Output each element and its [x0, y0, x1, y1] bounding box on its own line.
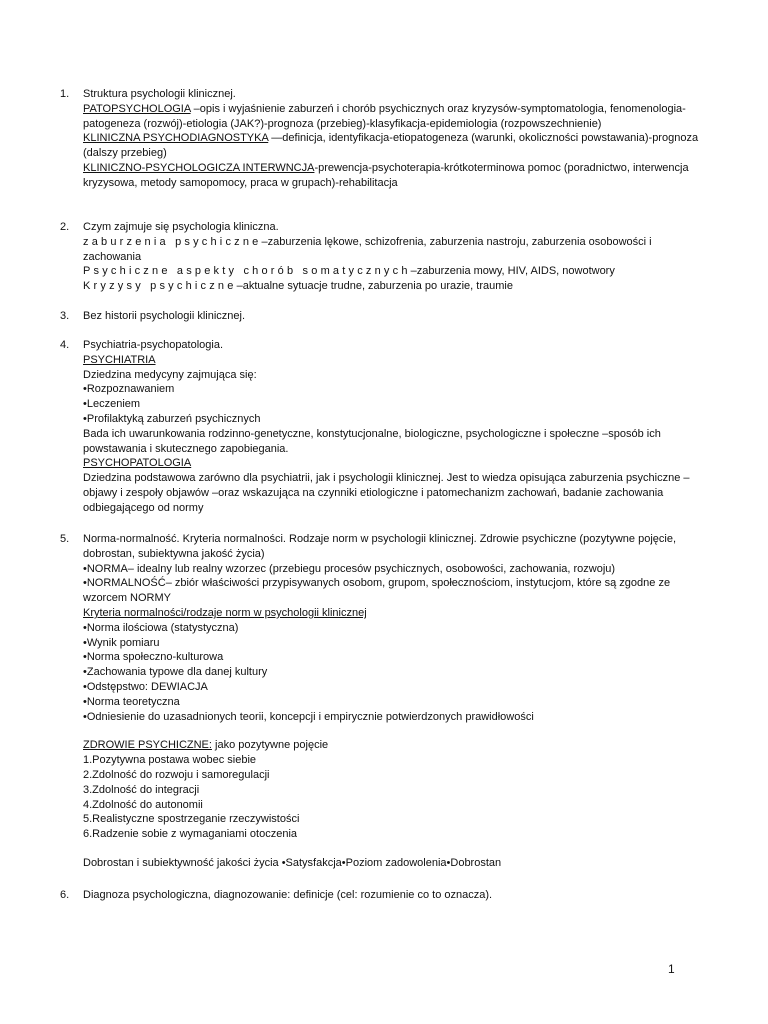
- kryteria-item: •Norma społeczno-kulturowa: [83, 651, 224, 664]
- item-number: 3.: [60, 310, 70, 322]
- psychiatria-line: •Leczeniem: [83, 398, 141, 411]
- entry-heading: KLINICZNO-PSYCHOLOGICZA INTERWNCJA: [83, 161, 315, 174]
- entry-text: –zaburzenia lękowe, schizofrenia, zaburzenia nastroju, zaburzenia osobowości i zachowania: [83, 235, 652, 263]
- zdrowie-item: 5.Realistyczne spostrzeganie rzeczywistości: [83, 813, 300, 826]
- item-title: Diagnoza psychologiczna, diagnozowanie: definicje (cel: rozumienie co to oznacza).: [83, 889, 493, 901]
- item-title: Bez historii psychologii klinicznej.: [83, 310, 246, 322]
- item-number: 2.: [60, 221, 70, 233]
- item-number: 4.: [60, 339, 70, 351]
- entry-heading: PATOPSYCHOLOGIA: [83, 102, 191, 115]
- kryteria-item: •Norma teoretyczna: [83, 695, 180, 708]
- list-item-1: [60, 87, 700, 191]
- dobrostan-line: Dobrostan i subiektywność jakości życia •Satysfakcja•Poziom zadowolenia•Dobrostan: [83, 856, 502, 869]
- list-item-3: [60, 309, 700, 324]
- kryteria-item: •Wynik pomiaru: [83, 636, 160, 649]
- zdrowie-item: 1.Pozytywna postawa wobec siebie: [83, 754, 257, 767]
- item-title: Struktura psychologii klinicznej.: [83, 88, 236, 100]
- norma-definition: •NORMA– idealny lub realny wzorzec (przebiegu procesów psychicznych, osobowości, zachowania, rozwoju): [83, 562, 616, 575]
- entry-patopsychologia: [83, 102, 700, 132]
- psychopatologia-text: Dziedzina podstawowa zarówno dla psychiatrii, jak i psychologii klinicznej. Jest to wiedza opisująca zaburzenia psychiczne –objawy i zespoły objawów –oraz wskazująca na czynniki etiologiczne i patomechanizm zachowań, badanie zachowania odbiegającego od normy: [83, 472, 690, 514]
- item-number: 6.: [60, 889, 70, 901]
- zdrowie-heading: ZDROWIE PSYCHICZNE:: [83, 739, 212, 752]
- entry-text: -prewencja-psychoterapia-krótkoterminowa pomoc (poradnictwo, interwencja kryzysowa, metody samopomocy, praca w grupach)-rehabilitacja: [83, 161, 689, 189]
- psychopatologia-heading: PSYCHOPATOLOGIA: [83, 457, 192, 470]
- kryteria-item: •Norma ilościowa (statystyczna): [83, 621, 239, 634]
- psychiatria-line: •Profilaktyką zaburzeń psychicznych: [83, 412, 261, 425]
- item-title: Norma-normalność. Kryteria normalności. Rodzaje norm w psychologii klinicznej. Zdrowie psychiczne (pozytywne pojęcie, dobrostan, subiektywna jakość życia): [83, 533, 677, 560]
- list-item-5: [60, 532, 700, 871]
- kryteria-item: •Zachowania typowe dla danej kultury: [83, 666, 268, 679]
- entry-interwencja: [83, 161, 700, 191]
- entry-text: —definicja, identyfikacja-etiopatogeneza (warunki, okoliczności powstawania)-prognoza (dalszy przebieg): [83, 132, 699, 160]
- kryteria-item: •Odniesienie do uzasadnionych teorii, koncepcji i empirycznie potwierdzonych prawidłowości: [83, 710, 534, 723]
- entry-heading: KLINICZNA PSYCHODIAGNOSTYKA: [83, 132, 269, 145]
- spaced-heading: Psychiczne aspekty chorób somatycznych: [83, 265, 411, 278]
- normalnosc-definition: •NORMALNOŚĆ– zbiór właściwości przypisywanych osobom, grupom, społecznościom, instytucjom, które są zgodne ze wzorcem NORMY: [83, 577, 671, 605]
- zdrowie-item: 2.Zdolność do rozwoju i samoregulacji: [83, 768, 270, 781]
- item-title: Czym zajmuje się psychologia kliniczna.: [83, 221, 279, 233]
- zdrowie-line: [83, 738, 700, 753]
- list-item-4: [60, 338, 700, 516]
- entry-text: –aktualne sytuacje trudne, zaburzenia po urazie, traumie: [236, 280, 513, 293]
- psychiatria-text: Bada ich uwarunkowania rodzinno-genetyczne, konstytucjonalne, biologiczne, psychologiczne i społeczne –sposób ich powstawania i skutecznego zapobiegania.: [83, 427, 661, 455]
- entry-kryzysy: [83, 279, 700, 294]
- zdrowie-item: 4.Zdolność do autonomii: [83, 798, 203, 811]
- list-item-6: [60, 888, 700, 903]
- psychiatria-line: Dziedzina medycyny zajmująca się:: [83, 368, 257, 381]
- entry-psychodiagnostyka: [83, 131, 700, 161]
- entry-aspekty: [83, 264, 700, 279]
- entry-zaburzenia: [83, 235, 700, 265]
- psychiatria-line: •Rozpoznawaniem: [83, 383, 175, 396]
- list-item-2: [60, 220, 700, 294]
- item-number: 5.: [60, 533, 70, 545]
- kryteria-heading: Kryteria normalności/rodzaje norm w psychologii klinicznej: [83, 606, 367, 619]
- item-title: Psychiatria-psychopatologia.: [83, 339, 224, 351]
- zdrowie-item: 6.Radzenie sobie z wymaganiami otoczenia: [83, 828, 298, 841]
- psychiatria-heading: PSYCHIATRIA: [83, 353, 156, 366]
- item-number: 1.: [60, 88, 70, 100]
- entry-text: –opis i wyjaśnienie zaburzeń i chorób psychicznych oraz kryzysów-symptomatologia, fenomenologia-patogeneza (rozwój)-etiologia (JAK?)-prognoza (przebieg)-klasyfikacja-epidemiologia (rozpowszechnienie): [83, 102, 686, 130]
- zdrowie-item: 3.Zdolność do integracji: [83, 783, 200, 796]
- entry-text: –zaburzenia mowy, HIV, AIDS, nowotwory: [410, 265, 615, 278]
- page-number: 1: [668, 962, 675, 976]
- zdrowie-subtitle: jako pozytywne pojęcie: [211, 739, 329, 752]
- spaced-heading: zaburzenia psychiczne: [83, 235, 262, 248]
- kryteria-item: •Odstępstwo: DEWIACJA: [83, 680, 208, 693]
- spaced-heading: Kryzysy psychiczne: [83, 280, 237, 293]
